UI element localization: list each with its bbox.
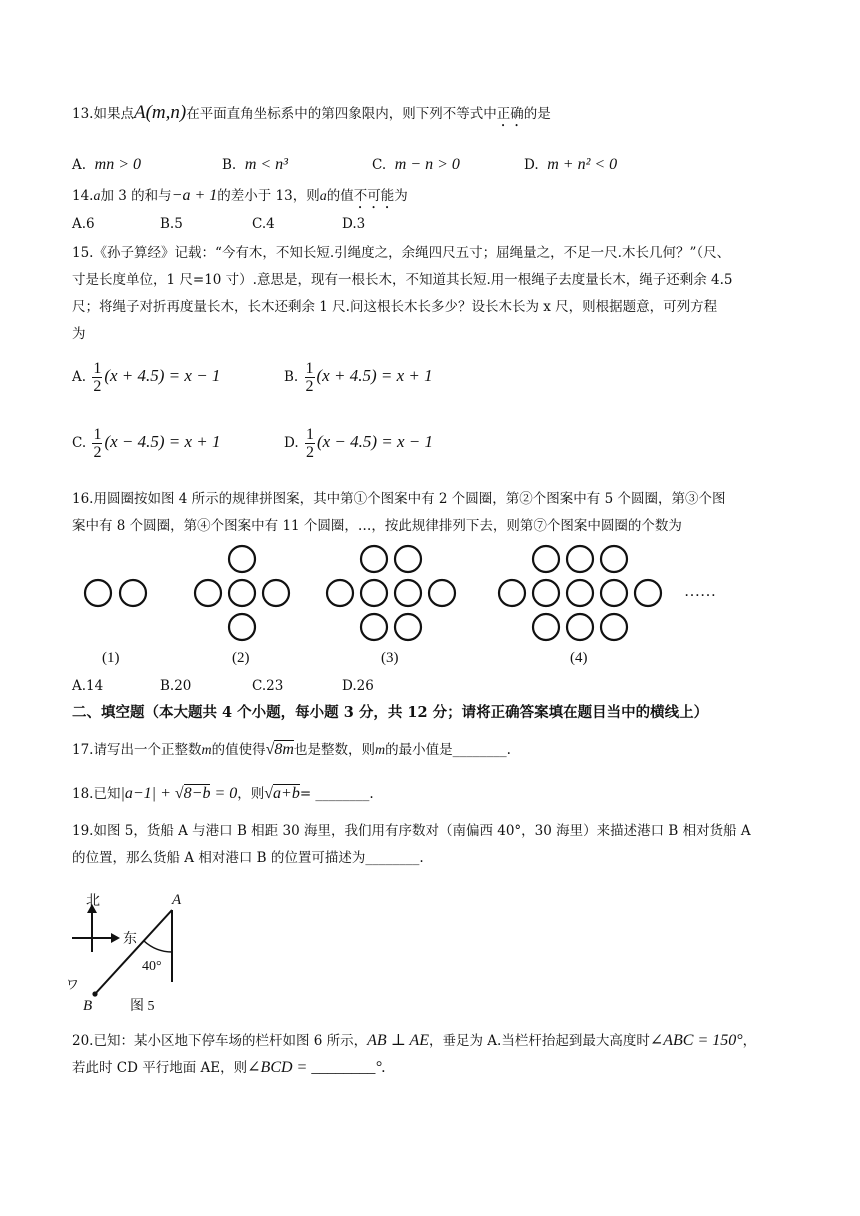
option-label: A. — [72, 157, 87, 173]
q16-circle-patterns-figure — [0, 540, 860, 670]
q16-option-d: D.26 — [342, 678, 374, 694]
q20-text: ， — [742, 1033, 757, 1049]
q13-stem — [72, 103, 551, 130]
fraction-numerator: 1 — [305, 426, 314, 443]
q17-stem — [72, 740, 511, 761]
option-expr: (x − 4.5) = x + 1 — [104, 432, 221, 451]
fraction-denominator: 2 — [93, 378, 102, 395]
q14-var: a — [93, 189, 101, 204]
figure-caption: 图 5 — [130, 999, 155, 1014]
circle — [229, 546, 255, 572]
q13-option-b — [222, 155, 288, 175]
circle — [533, 580, 559, 606]
circle — [533, 614, 559, 640]
circle — [499, 580, 525, 606]
q13-option-a — [72, 155, 141, 175]
q14-expr: −a + 1 — [171, 187, 218, 204]
circle — [567, 546, 593, 572]
q14-option-c: C.4 — [252, 216, 275, 232]
option-expr: m + n² < 0 — [547, 156, 618, 173]
point-b-dot — [92, 991, 97, 996]
circle — [533, 546, 559, 572]
circle — [395, 614, 421, 640]
q17-text: 的最小值是________. — [385, 742, 511, 758]
q14-number: 14. — [72, 188, 94, 204]
figure-label-3: (3) — [381, 650, 399, 666]
q15-line-1: 15.《孙子算经》记载：“今有木，不知长短.引绳度之，余绳四尺五寸；屈绳量之，不足一尺.木长几何？”（尺、 — [72, 245, 731, 261]
fraction — [305, 426, 315, 461]
ellipsis: …… — [684, 583, 716, 600]
option-label: B. — [222, 157, 237, 173]
circle — [395, 580, 421, 606]
q17-text: 也是整数，则 — [293, 742, 375, 758]
circle — [195, 580, 221, 606]
fraction-denominator: 2 — [305, 378, 314, 395]
option-expr: m < n³ — [244, 156, 288, 173]
figure-label-4: (4) — [570, 650, 588, 666]
q14-var: a — [319, 189, 327, 204]
q20-line-2 — [72, 1058, 386, 1078]
sqrt-symbol: √ — [265, 741, 275, 758]
q14-text: 为 — [394, 188, 408, 204]
option-expr: m − n > 0 — [394, 156, 460, 173]
q14-option-d: D.3 — [342, 216, 366, 232]
angle-label: 40° — [142, 959, 162, 974]
circle — [601, 614, 627, 640]
q18-expr: |a−1| + — [120, 785, 175, 802]
q16-line-2: 案中有 8 个圆圈，第④个图案中有 11 个圆圈，…，按此规律排列下去，则第⑦个图案中圆圈的个数为 — [72, 518, 682, 534]
circle — [567, 614, 593, 640]
q16-option-c: C.23 — [252, 678, 284, 694]
q13-point: A(m,n) — [133, 102, 187, 123]
option-label: A. — [72, 369, 87, 385]
q13-emph: 正确 — [496, 106, 524, 122]
q18-text: = ________. — [299, 786, 374, 802]
fraction — [305, 360, 315, 395]
circle — [395, 546, 421, 572]
q20-line-1 — [72, 1031, 756, 1051]
q14-option-b: B.5 — [160, 216, 183, 232]
q17-var: m — [374, 743, 386, 758]
section-title-fill-in: 二、填空题（本大题共 4 个小题，每小题 3 分，共 12 分；请将正确答案填在题目当中的横线上） — [72, 704, 709, 721]
option-label: D. — [284, 435, 299, 451]
q13-prefix: 13.如果点 — [72, 106, 134, 122]
east-label: 东 — [123, 932, 137, 947]
circle — [361, 580, 387, 606]
sqrt-symbol: √ — [174, 785, 184, 802]
q17-var: m — [201, 743, 212, 758]
fraction-numerator: 1 — [93, 426, 102, 443]
north-label: 北 — [86, 894, 100, 909]
circle — [361, 614, 387, 640]
option-expr: (x − 4.5) = x − 1 — [316, 432, 434, 451]
q19-line-2: 的位置，那么货船 A 相对港口 B 的位置可描述为________. — [72, 850, 424, 866]
circle — [601, 546, 627, 572]
point-b-label: B — [83, 998, 93, 1014]
q17-text: 17.请写出一个正整数 — [72, 742, 202, 758]
circle — [263, 580, 289, 606]
q13-option-d — [524, 155, 617, 175]
circle — [361, 546, 387, 572]
q20-expr: ∠ABC = 150° — [649, 1032, 743, 1049]
q20-expr: ∠BCD = ________°. — [247, 1059, 386, 1076]
q13-mid: 在平面直角坐标系中的第四象限内，则下列不等式中 — [186, 106, 497, 122]
line-a-to-b — [95, 910, 172, 994]
figure-label-2: (2) — [232, 650, 250, 666]
q15-line-3: 尺；将绳子对折再度量长木，长木还剩余 1 尺.问这根长木长多少？设长木长为 x 尺，则根据题意，可列方程 — [72, 299, 718, 315]
q13-option-c — [372, 155, 460, 175]
q20-expr: AB ⊥ AE — [367, 1032, 429, 1049]
q14-option-a: A.6 — [72, 216, 95, 232]
option-label: D. — [524, 157, 539, 173]
circle — [85, 580, 111, 606]
q17-text: 的值使得 — [211, 742, 266, 758]
circle — [635, 580, 661, 606]
circle — [229, 614, 255, 640]
q18-radicand: a+b — [273, 785, 300, 802]
q16-line-1: 16.用圆圈按如图 4 所示的规律拼图案，其中第①个图案中有 2 个圆圈，第②个图案中有 5 个圆圈，第③个图 — [72, 491, 726, 507]
q15-option-d — [284, 426, 433, 461]
option-expr: (x + 4.5) = x + 1 — [316, 366, 433, 385]
q14-text: 的值 — [326, 188, 354, 204]
q15-line-2: 寸是长度单位，1 尺=10 寸）.意思是，现有一根长木，不知道其长短.用一根绳子去度量长木，绳子还剩余 4.5 — [72, 272, 733, 288]
point-a-label: A — [172, 892, 182, 908]
fraction-denominator: 2 — [93, 444, 102, 461]
q14-emph: 不可能 — [353, 188, 395, 204]
figure-label-1: (1) — [102, 650, 120, 666]
q14-text: 加 3 的和与 — [100, 188, 172, 204]
fraction — [92, 360, 102, 395]
fraction — [92, 426, 102, 461]
circle — [567, 580, 593, 606]
sqrt-symbol: √ — [264, 785, 274, 802]
option-expr: mn > 0 — [94, 156, 141, 173]
circle — [429, 580, 455, 606]
q18-text: 18.已知 — [72, 786, 121, 802]
angle-arc — [144, 941, 172, 952]
q16-option-b: B.20 — [160, 678, 192, 694]
option-label: B. — [284, 369, 299, 385]
fraction-numerator: 1 — [305, 360, 314, 377]
edge-glyph: ワ — [66, 977, 80, 992]
option-expr: (x + 4.5) = x − 1 — [104, 366, 221, 385]
q15-line-4: 为 — [72, 326, 86, 342]
q15-option-c — [72, 426, 221, 461]
q18-expr: = 0 — [210, 785, 238, 802]
option-label: C. — [72, 435, 87, 451]
q18-stem — [72, 784, 374, 804]
q18-text: ，则 — [237, 786, 265, 802]
q20-text: 20.已知：某小区地下停车场的栏杆如图 6 所示， — [72, 1033, 368, 1049]
circle — [120, 580, 146, 606]
fraction-denominator: 2 — [305, 444, 314, 461]
q16-option-a: A.14 — [72, 678, 104, 694]
circle — [229, 580, 255, 606]
circle — [327, 580, 353, 606]
q14-stem — [72, 186, 408, 212]
east-arrow-icon — [111, 933, 120, 943]
q18-radicand: 8−b — [183, 785, 211, 802]
q15-option-a — [72, 360, 220, 395]
q17-radicand: 8m — [274, 741, 294, 758]
option-label: C. — [372, 157, 387, 173]
fraction-numerator: 1 — [93, 360, 102, 377]
q19-line-1: 19.如图 5，货船 A 与港口 B 相距 30 海里，我们用有序数对（南偏西 40°，30 海里）来描述港口 B 相对货船 A — [72, 823, 751, 839]
q15-option-b — [284, 360, 433, 395]
q13-suffix: 的是 — [523, 106, 551, 122]
q14-text: 的差小于 13，则 — [217, 188, 320, 204]
q20-text: ，垂足为 A.当栏杆抬起到最大高度时 — [429, 1033, 650, 1049]
q20-text: 若此时 CD 平行地面 AE，则 — [72, 1060, 248, 1076]
circle — [601, 580, 627, 606]
q19-direction-figure — [66, 888, 206, 1016]
